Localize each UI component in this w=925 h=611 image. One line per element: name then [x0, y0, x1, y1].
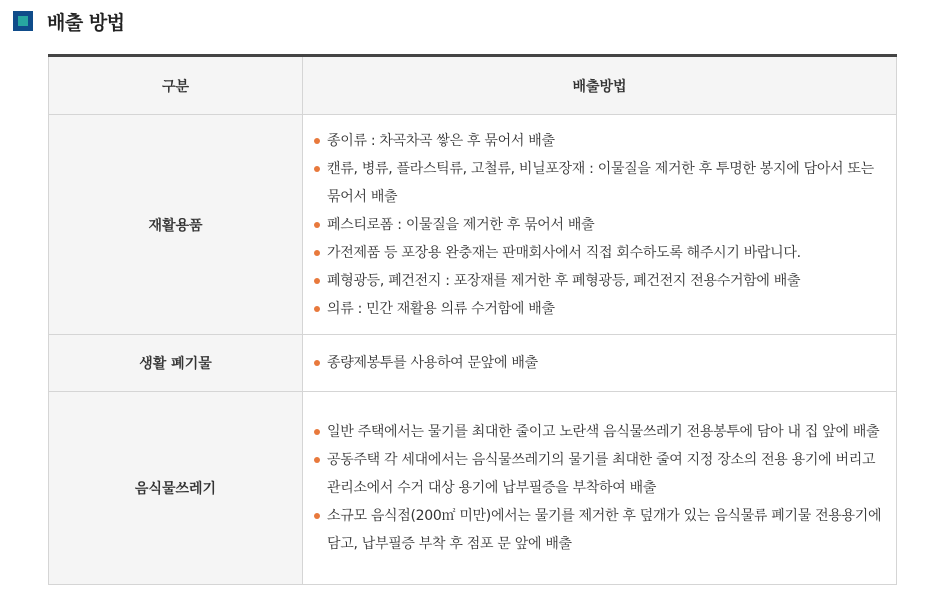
list-item [314, 295, 888, 323]
bullet-dot-icon [314, 513, 320, 519]
method-list [314, 349, 888, 377]
list-item [314, 155, 888, 211]
bullet-dot-icon [314, 429, 320, 435]
list-item-text: 종량제봉투를 사용하여 문앞에 배출 [327, 355, 538, 371]
list-item [314, 127, 888, 155]
square-bullet-icon [13, 11, 33, 31]
bullet-dot-icon [314, 138, 320, 144]
list-item [314, 418, 888, 446]
category-cell: 재활용품 [49, 115, 303, 335]
table-row [49, 335, 897, 392]
list-item-text: 캔류, 병류, 플라스틱류, 고철류, 비닐포장재 : 이물질을 제거한 후 투명한 봉지에 담아서 또는 묶어서 배출 [327, 160, 874, 205]
list-item-text: 종이류 : 차곡차곡 쌓은 후 묶어서 배출 [327, 132, 555, 149]
section-title: 배출 방법 [47, 11, 125, 34]
bullet-dot-icon [314, 360, 320, 366]
list-item [314, 267, 888, 295]
bullet-dot-icon [314, 222, 320, 228]
section-heading [13, 6, 125, 36]
list-item-text: 공동주택 각 세대에서는 음식물쓰레기의 물기를 최대한 줄여 지정 장소의 전용 용기에 버리고 관리소에서 수거 대상 용기에 납부필증을 부착하여 배출 [327, 452, 876, 496]
list-item-text: 가전제품 등 포장용 완충재는 판매회사에서 직접 회수하도록 해주시기 바랍니다. [327, 244, 801, 261]
category-cell: 음식물쓰레기 [49, 392, 303, 585]
method-list [314, 127, 888, 323]
method-cell [303, 115, 897, 335]
list-item-text: 페스티로폼 : 이물질을 제거한 후 묶어서 배출 [327, 216, 595, 233]
bullet-dot-icon [314, 166, 320, 172]
list-item-text: 의류 : 민간 재활용 의류 수거함에 배출 [327, 300, 555, 317]
method-cell [303, 392, 897, 585]
list-item [314, 446, 888, 502]
disposal-method-table [48, 54, 897, 585]
list-item [314, 502, 888, 558]
list-item [314, 349, 888, 377]
table-row [49, 392, 897, 585]
method-list [314, 418, 888, 558]
table-row [49, 115, 897, 335]
list-item [314, 211, 888, 239]
bullet-dot-icon [314, 250, 320, 256]
category-cell: 생활 폐기물 [49, 335, 303, 392]
bullet-dot-icon [314, 306, 320, 312]
list-item-text: 소규모 음식점(200㎡ 미만)에서는 물기를 제거한 후 덮개가 있는 음식물류 폐기물 전용용기에 담고, 납부필증 부착 후 점포 문 앞에 배출 [327, 508, 882, 552]
list-item-text: 일반 주택에서는 물기를 최대한 줄이고 노란색 음식물쓰레기 전용봉투에 담아 내 집 앞에 배출 [327, 424, 880, 440]
header-category: 구분 [49, 56, 303, 115]
list-item [314, 239, 888, 267]
list-item-text: 폐형광등, 폐건전지 : 포장재를 제거한 후 폐형광등, 폐건전지 전용수거함에 배출 [327, 272, 801, 289]
header-method: 배출방법 [303, 56, 897, 115]
bullet-dot-icon [314, 457, 320, 463]
bullet-dot-icon [314, 278, 320, 284]
method-cell [303, 335, 897, 392]
table-header-row [49, 56, 897, 115]
